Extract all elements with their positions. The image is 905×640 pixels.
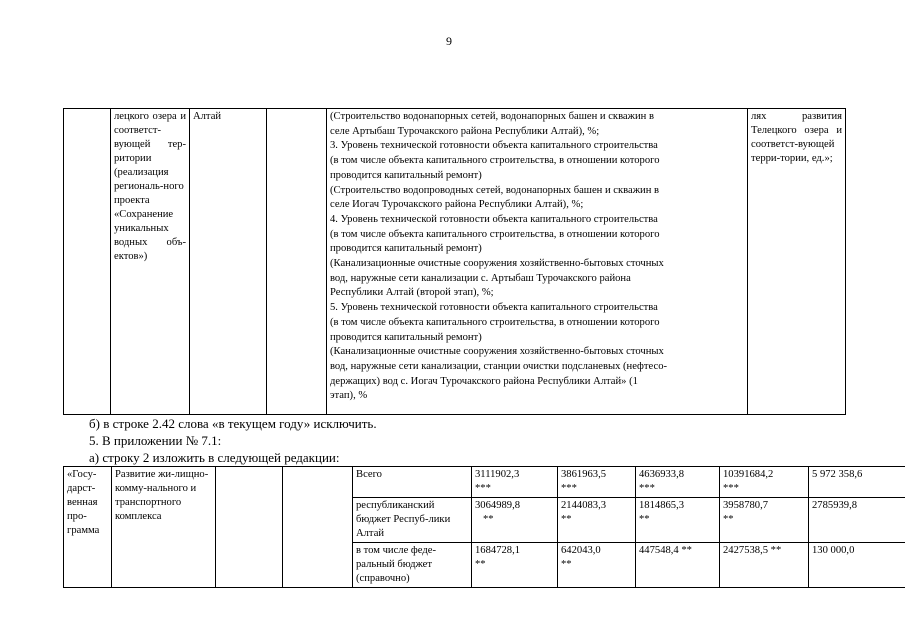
value-mark: ** <box>561 514 572 525</box>
indicator-line: проводится капитальный ремонт) <box>330 169 482 181</box>
amendment-line-a: а) строку 2 изложить в следующей редакции: <box>89 450 340 465</box>
value-cell <box>472 467 558 498</box>
value-text: 5 972 358,6 <box>812 469 863 480</box>
value-cell <box>720 498 809 543</box>
indicator-line: селе Иогач Турочакского района Республики Алтай), %; <box>330 199 584 211</box>
amendment-line-5: 5. В приложении № 7.1: <box>89 433 222 448</box>
value-text: 3958780,7 <box>723 500 769 511</box>
value-cell <box>558 467 636 498</box>
value-cell <box>720 543 809 588</box>
value-mark: *** <box>475 483 491 494</box>
program-title-cell <box>112 467 216 588</box>
value-cell <box>720 467 809 498</box>
region-text: Алтай <box>193 111 222 122</box>
value-cell <box>472 543 558 588</box>
value-cell <box>636 498 720 543</box>
value-text: 10391684,2 <box>723 469 774 480</box>
source-label-cell <box>353 543 472 588</box>
source-label-cell <box>353 498 472 543</box>
value-text: 1684728,1 <box>475 545 521 556</box>
region-cell <box>190 109 267 415</box>
indicator-line: (в том числе объекта капитального строительства, в отношении которого <box>330 316 660 328</box>
value-text: 3064989,8 <box>475 500 521 511</box>
source-label: в том числе феде-ральный бюджет (справочно) <box>356 545 436 584</box>
indicator-line: проводится капитальный ремонт) <box>330 243 482 255</box>
value-text: 3111902,3 <box>475 469 520 480</box>
source-label-cell <box>353 467 472 498</box>
value-mark: ** <box>723 514 734 525</box>
indicators-cell <box>327 109 748 415</box>
value-mark: ** <box>561 559 572 570</box>
indicator-line: проводится капитальный ремонт) <box>330 331 482 343</box>
value-mark: ** <box>475 559 486 570</box>
indicator-line: 4. Уровень технической готовности объекта капитального строительства <box>330 213 658 225</box>
indicator-line: Республики Алтай (второй этап), %; <box>330 287 494 299</box>
indicator-line: селе Артыбаш Турочакского района Республики Алтай), %; <box>330 125 600 137</box>
program-finance-table <box>63 466 905 588</box>
value-text: 3861963,5 <box>561 469 607 480</box>
value-text: 4636933,8 <box>639 469 685 480</box>
value-mark: *** <box>639 483 655 494</box>
value-mark: *** <box>723 483 739 494</box>
program-type-text: «Госу-дарст-венная про-грамма <box>67 469 100 536</box>
value-cell <box>558 543 636 588</box>
value-cell <box>809 467 905 498</box>
value-text: 2785939,8 <box>812 500 858 511</box>
value-cell <box>809 543 905 588</box>
result-cell <box>748 109 846 415</box>
table-cell-empty <box>64 109 111 415</box>
blank-cell <box>267 109 327 415</box>
value-text: 447548,4 ** <box>639 545 692 556</box>
program-type-cell <box>64 467 112 588</box>
indicators-text <box>330 110 744 404</box>
value-mark: ** <box>639 514 650 525</box>
amendment-line-b: б) в строке 2.42 слова «в текущем году» исключить. <box>89 416 377 431</box>
indicator-line: вод, наружные сети канализации с. Артыбаш Турочакского района <box>330 272 631 284</box>
indicator-line: вод, наружные сети канализации, станции очистки подсланевых (нефтесо- <box>330 360 668 372</box>
empty-cell <box>283 467 353 588</box>
value-cell <box>558 498 636 543</box>
value-cell <box>472 498 558 543</box>
indicator-line: держащих) вод с. Иогач Турочакского района Республики Алтай» (1 <box>330 375 638 387</box>
value-cell <box>636 543 720 588</box>
indicator-line: 5. Уровень технической готовности объекта капитального строительства <box>330 302 658 314</box>
value-cell <box>809 498 905 543</box>
program-name-cell <box>111 109 190 415</box>
indicator-line: (в том числе объекта капитального строительства, в отношении которого <box>330 155 660 167</box>
program-title-text: Развитие жи-лищно-комму-нального и транспортного комплекса <box>115 469 209 522</box>
indicators-table <box>63 108 846 415</box>
indicator-line: (Канализационные очистные сооружения хозяйственно-бытовых сточных <box>330 346 664 358</box>
value-text: 1814865,3 <box>639 500 685 511</box>
source-label: республиканский бюджет Респуб-лики Алтай <box>356 500 451 539</box>
value-text: 130 000,0 <box>812 545 855 556</box>
indicator-line: 3. Уровень технической готовности объекта капитального строительства <box>330 140 658 152</box>
indicator-line: (в том числе объекта капитального строительства, в отношении которого <box>330 228 660 240</box>
value-mark: ** <box>483 514 494 525</box>
table-row <box>64 109 846 415</box>
indicator-line: (Строительство водонапорных сетей, водонапорных башен и скважин в <box>330 111 654 122</box>
value-text: 642043,0 <box>561 545 601 556</box>
executor-cell <box>216 467 283 588</box>
result-text: лях развития Телецкого озера и соответст-вующей терри-тории, ед.»; <box>751 111 842 164</box>
indicator-line: этап), % <box>330 390 368 402</box>
indicator-line: (Строительство водопроводных сетей, водонапорных башен и скважин в <box>330 184 660 196</box>
value-text: 2144083,3 <box>561 500 607 511</box>
table-row <box>64 467 905 498</box>
value-mark: *** <box>561 483 577 494</box>
source-label: Всего <box>356 469 382 480</box>
program-name-text: лецкого озера и соответст-вующей тер-ритории (реализация региональ-ного проекта «Сохранение уникальных водных объ-ектов») <box>114 111 186 262</box>
value-text: 2427538,5 ** <box>723 545 782 556</box>
value-cell <box>636 467 720 498</box>
page-number: 9 <box>446 34 452 48</box>
indicator-line: (Канализационные очистные сооружения хозяйственно-бытовых сточных <box>330 258 664 270</box>
